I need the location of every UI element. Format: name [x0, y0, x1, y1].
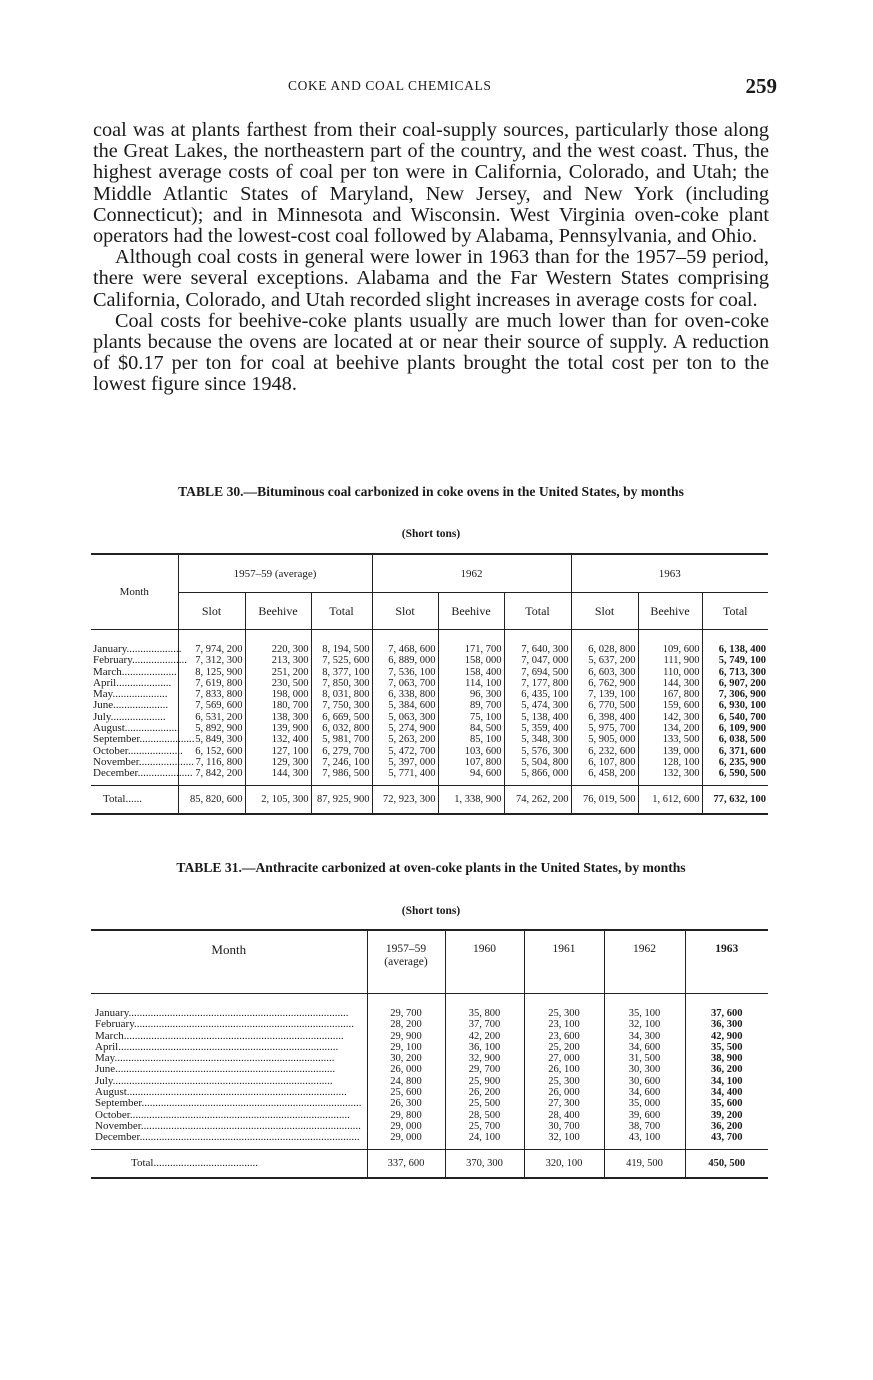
table30-col-header: Slot: [178, 593, 245, 630]
table30-value-cell: 6, 889, 000: [372, 655, 438, 666]
table30-month-cell: August....................: [93, 722, 180, 735]
table31-value-cell: 25, 300: [524, 1076, 604, 1087]
table30-col-header: Slot: [372, 593, 438, 630]
table30-month-cell: December....................: [93, 767, 193, 780]
table31-value-cell: 29, 900: [367, 1031, 445, 1042]
table30-value-cell: 96, 300: [438, 689, 504, 700]
table31-value-cell: 29, 800: [367, 1110, 445, 1121]
table31-col-header: 1960: [445, 930, 524, 994]
table31-value-cell: 42, 900: [685, 1031, 768, 1042]
table30-row: [91, 689, 768, 700]
table30-value-cell: 5, 637, 200: [571, 655, 638, 666]
table30-value-cell: 75, 100: [438, 712, 504, 723]
table31-month-header: Month: [91, 930, 367, 994]
table31-value-cell: 32, 100: [524, 1132, 604, 1149]
table30-value-cell: 171, 700: [438, 630, 504, 656]
table30-value-cell: 132, 300: [638, 768, 702, 785]
table31-value-cell: 27, 300: [524, 1098, 604, 1109]
table30-row: [91, 655, 768, 666]
table30-value-cell: 7, 536, 100: [372, 667, 438, 678]
table31-value-cell: 36, 300: [685, 1019, 768, 1030]
table30-value-cell: 167, 800: [638, 689, 702, 700]
table30-total-cell: 85, 820, 600: [178, 785, 245, 814]
table30-month-cell: July....................: [93, 710, 166, 723]
table31-value-cell: 29, 700: [445, 1064, 524, 1075]
table31-value-cell: 31, 500: [604, 1053, 685, 1064]
table31-total-label: Total......................................: [91, 1149, 367, 1178]
table31-value-cell: 24, 100: [445, 1132, 524, 1149]
table31-month-cell: August................................................................................: [95, 1086, 347, 1099]
table31-month-cell: May................................................................................: [95, 1052, 335, 1065]
table31-value-cell: 35, 600: [685, 1098, 768, 1109]
table31-month-cell: April................................................................................: [95, 1040, 339, 1053]
table30-value-cell: 109, 600: [638, 630, 702, 656]
table31-value-cell: 43, 100: [604, 1132, 685, 1149]
table30-value-cell: 7, 246, 100: [311, 757, 372, 768]
table31-value-cell: 42, 200: [445, 1031, 524, 1042]
table31-value-cell: 32, 900: [445, 1053, 524, 1064]
table30-value-cell: 220, 300: [245, 630, 311, 656]
table30-value-cell: 142, 300: [638, 712, 702, 723]
table31-month-cell: February................................................................................: [95, 1018, 354, 1031]
table31-value-cell: 26, 100: [524, 1064, 604, 1075]
table31-value-cell: 25, 500: [445, 1098, 524, 1109]
table31-value-cell: 35, 500: [685, 1042, 768, 1053]
table31-value-cell: 39, 200: [685, 1110, 768, 1121]
table30-row: [91, 768, 768, 785]
table31-value-cell: 27, 000: [524, 1053, 604, 1064]
table30-value-cell: 6, 109, 900: [702, 723, 768, 734]
table30-col-header: Beehive: [245, 593, 311, 630]
table31-value-cell: 34, 600: [604, 1042, 685, 1053]
table31-value-cell: 24, 800: [367, 1076, 445, 1087]
table31-row: [91, 1132, 768, 1149]
table30-value-cell: 7, 047, 000: [504, 655, 571, 666]
table30-value-cell: 7, 569, 600: [178, 700, 245, 711]
table31-col-header: 1957–59 (average): [367, 930, 445, 994]
table31-value-cell: 26, 000: [367, 1064, 445, 1075]
table-31: [91, 929, 768, 1179]
table30-total-cell: 72, 923, 300: [372, 785, 438, 814]
table30-value-cell: 6, 669, 500: [311, 712, 372, 723]
table30-value-cell: 6, 603, 300: [571, 667, 638, 678]
table30-value-cell: 213, 300: [245, 655, 311, 666]
table30-value-cell: 5, 975, 700: [571, 723, 638, 734]
table30-value-cell: 144, 300: [245, 768, 311, 785]
table30-month-cell: March....................: [93, 665, 177, 678]
table30-value-cell: 7, 063, 700: [372, 678, 438, 689]
table31-total-cell: 370, 300: [445, 1149, 524, 1178]
table31-month-cell: September................................................................................: [95, 1097, 362, 1110]
table30-value-cell: 7, 694, 500: [504, 667, 571, 678]
table30-row: [91, 700, 768, 711]
table30-value-cell: 5, 472, 700: [372, 746, 438, 757]
table30-value-cell: 103, 600: [438, 746, 504, 757]
table30-value-cell: 7, 468, 600: [372, 630, 438, 656]
table30-value-cell: 7, 306, 900: [702, 689, 768, 700]
table30-value-cell: 7, 177, 800: [504, 678, 571, 689]
table30-value-cell: 7, 312, 300: [178, 655, 245, 666]
table30-value-cell: 5, 138, 400: [504, 712, 571, 723]
table31-col-header: 1963: [685, 930, 768, 994]
table30-total-cell: 1, 612, 600: [638, 785, 702, 814]
table30-value-cell: 110, 000: [638, 667, 702, 678]
table31-value-cell: 34, 100: [685, 1076, 768, 1087]
paragraph-2: Although coal costs in general were lower in 1963 than for the 1957–59 period, there were several exceptions. Alabama and the Far Western States comprising California, Colorado, and Utah recorded slight increases in average costs for coal.: [93, 246, 769, 311]
table30-col-header: Beehive: [638, 593, 702, 630]
paragraph-3: Coal costs for beehive-coke plants usually are much lower than for oven-coke plants because the ovens are located at or near their source of supply. A reduction of $0.17 per ton for coal at beehive plants brought the total cost per ton to the lowest figure since 1948.: [93, 309, 769, 396]
table31-value-cell: 38, 700: [604, 1121, 685, 1132]
table30-value-cell: 8, 377, 100: [311, 667, 372, 678]
table31-value-cell: 29, 700: [367, 994, 445, 1020]
table30-value-cell: 7, 833, 800: [178, 689, 245, 700]
table30-value-cell: 8, 194, 500: [311, 630, 372, 656]
table30-value-cell: 8, 031, 800: [311, 689, 372, 700]
table30-value-cell: 6, 458, 200: [571, 768, 638, 785]
table30-value-cell: 7, 525, 600: [311, 655, 372, 666]
table31-header: [91, 930, 768, 994]
table30-month-cell: October....................: [93, 744, 183, 757]
table31-value-cell: 28, 200: [367, 1019, 445, 1030]
table30-value-cell: 6, 930, 100: [702, 700, 768, 711]
table31-value-cell: 25, 300: [524, 994, 604, 1020]
table30-value-cell: 5, 905, 000: [571, 734, 638, 745]
table30-row: [91, 667, 768, 678]
table30-value-cell: 6, 152, 600: [178, 746, 245, 757]
table30-value-cell: 6, 907, 200: [702, 678, 768, 689]
table30-value-cell: 6, 398, 400: [571, 712, 638, 723]
table31-month-cell: March................................................................................: [95, 1029, 344, 1042]
table30-total-cell: 76, 019, 500: [571, 785, 638, 814]
table30-row: [91, 734, 768, 745]
table30-value-cell: 159, 600: [638, 700, 702, 711]
table31-value-cell: 38, 900: [685, 1053, 768, 1064]
table30-group-header: 1962: [372, 554, 571, 593]
table30-value-cell: 85, 100: [438, 734, 504, 745]
paragraph-1: coal was at plants farthest from their coal-supply sources, particularly those along the Great Lakes, the northeastern part of the country, and the west coast. Thus, the highest average costs of coal per ton were in California, Colorado, and Utah; the Middle Atlantic States of Maryland, New Jersey, and New York (including Connecticut); and in Minnesota and Wisconsin. West Virginia oven-coke plant operators had the lowest-cost coal followed by Alabama, Pennsylvania, and Ohio.: [93, 119, 769, 248]
table31-value-cell: 35, 800: [445, 994, 524, 1020]
table30-total-cell: 77, 632, 100: [702, 785, 768, 814]
table30-title: TABLE 30.—Bituminous coal carbonized in coke ovens in the United States, by months: [178, 484, 684, 499]
table31-value-cell: 25, 600: [367, 1087, 445, 1098]
table31-value-cell: 30, 200: [367, 1053, 445, 1064]
table31-value-cell: 36, 100: [445, 1042, 524, 1053]
table30-value-cell: 7, 986, 500: [311, 768, 372, 785]
table30-header: [91, 554, 768, 630]
table30-value-cell: 198, 000: [245, 689, 311, 700]
table31-total-cell: 337, 600: [367, 1149, 445, 1178]
table30-total-cell: 2, 105, 300: [245, 785, 311, 814]
table31-value-cell: 37, 700: [445, 1019, 524, 1030]
table30-month-cell: November....................: [93, 755, 194, 768]
table30-value-cell: 94, 600: [438, 768, 504, 785]
table30-value-cell: 139, 900: [245, 723, 311, 734]
table31-col-header: 1962: [604, 930, 685, 994]
table30-value-cell: 144, 300: [638, 678, 702, 689]
table31-value-cell: 36, 200: [685, 1121, 768, 1132]
table30-value-cell: 158, 400: [438, 667, 504, 678]
table30-value-cell: 7, 842, 200: [178, 768, 245, 785]
table30-value-cell: 5, 849, 300: [178, 734, 245, 745]
table30-units: (Short tons): [401, 528, 461, 540]
table31-col-header: 1961: [524, 930, 604, 994]
table30-col-header: Total: [702, 593, 768, 630]
table30-value-cell: 7, 974, 200: [178, 630, 245, 656]
table30-value-cell: 128, 100: [638, 757, 702, 768]
table31-value-cell: 30, 600: [604, 1076, 685, 1087]
table31-value-cell: 32, 100: [604, 1019, 685, 1030]
table30-value-cell: 111, 900: [638, 655, 702, 666]
table30-value-cell: 158, 000: [438, 655, 504, 666]
table31-value-cell: 25, 200: [524, 1042, 604, 1053]
table31-value-cell: 23, 100: [524, 1019, 604, 1030]
table30-value-cell: 6, 540, 700: [702, 712, 768, 723]
table31-value-cell: 34, 300: [604, 1031, 685, 1042]
table31-value-cell: 37, 600: [685, 994, 768, 1020]
table30-month-cell: June....................: [93, 699, 169, 712]
table30-value-cell: 114, 100: [438, 678, 504, 689]
table30-value-cell: 5, 866, 000: [504, 768, 571, 785]
table30-value-cell: 251, 200: [245, 667, 311, 678]
table30-value-cell: 5, 771, 400: [372, 768, 438, 785]
table30-row: [91, 678, 768, 689]
table31-total-cell: 320, 100: [524, 1149, 604, 1178]
table31-value-cell: 29, 000: [367, 1132, 445, 1149]
table30-value-cell: 5, 474, 300: [504, 700, 571, 711]
table30-value-cell: 180, 700: [245, 700, 311, 711]
table30-value-cell: 6, 107, 800: [571, 757, 638, 768]
table30-total-cell: 1, 338, 900: [438, 785, 504, 814]
table30-value-cell: 89, 700: [438, 700, 504, 711]
table30-value-cell: 6, 590, 500: [702, 768, 768, 785]
table30-value-cell: 7, 640, 300: [504, 630, 571, 656]
table30-value-cell: 5, 359, 400: [504, 723, 571, 734]
table31-value-cell: 35, 000: [604, 1098, 685, 1109]
table30-value-cell: 5, 981, 700: [311, 734, 372, 745]
table30-value-cell: 6, 038, 500: [702, 734, 768, 745]
table30-month-header: Month: [91, 554, 178, 630]
table31-value-cell: 34, 400: [685, 1087, 768, 1098]
table30-value-cell: 139, 000: [638, 746, 702, 757]
table30-value-cell: 230, 500: [245, 678, 311, 689]
table30-value-cell: 8, 125, 900: [178, 667, 245, 678]
table31-value-cell: 26, 000: [524, 1087, 604, 1098]
table30-value-cell: 6, 138, 400: [702, 630, 768, 656]
page-number: 259: [745, 74, 777, 98]
table31-value-cell: 25, 700: [445, 1121, 524, 1132]
table31-value-cell: 26, 300: [367, 1098, 445, 1109]
table30-group-header: 1963: [571, 554, 768, 593]
table31-month-cell: December................................................................................: [95, 1131, 360, 1144]
table30-value-cell: 6, 371, 600: [702, 746, 768, 757]
table31-title: TABLE 31.—Anthracite carbonized at oven-coke plants in the United States, by months: [176, 860, 686, 875]
table30-row: [91, 630, 768, 656]
table30-row: [91, 712, 768, 723]
table31-value-cell: 43, 700: [685, 1132, 768, 1149]
table31-value-cell: 29, 100: [367, 1042, 445, 1053]
table30-value-cell: 6, 770, 500: [571, 700, 638, 711]
running-head: [93, 74, 777, 98]
table31-value-cell: 29, 000: [367, 1121, 445, 1132]
body-text: [93, 120, 769, 396]
running-title: COKE AND COAL CHEMICALS: [288, 78, 492, 93]
table30-value-cell: 5, 504, 800: [504, 757, 571, 768]
table31-value-cell: 34, 600: [604, 1087, 685, 1098]
table30-value-cell: 84, 500: [438, 723, 504, 734]
table31-value-cell: 23, 600: [524, 1031, 604, 1042]
table30-value-cell: 6, 531, 200: [178, 712, 245, 723]
table30-value-cell: 7, 850, 300: [311, 678, 372, 689]
table31-month-cell: June................................................................................: [95, 1063, 336, 1076]
table31-month-cell: July................................................................................: [95, 1074, 333, 1087]
table30-month-cell: January....................: [93, 643, 182, 655]
table30-value-cell: 6, 028, 800: [571, 630, 638, 656]
table30-month-cell: February....................: [93, 654, 187, 667]
table30-col-header: Total: [504, 593, 571, 630]
table30-value-cell: 7, 139, 100: [571, 689, 638, 700]
table30-value-cell: 134, 200: [638, 723, 702, 734]
table30-value-cell: 5, 263, 200: [372, 734, 438, 745]
table30-total-cell: 74, 262, 200: [504, 785, 571, 814]
table31-month-cell: January................................................................................: [95, 1007, 349, 1019]
table31-value-cell: 28, 500: [445, 1110, 524, 1121]
table30-value-cell: 6, 713, 300: [702, 667, 768, 678]
table31-total-cell: 419, 500: [604, 1149, 685, 1178]
table31-total-row: [91, 1149, 768, 1178]
table30-col-header: Slot: [571, 593, 638, 630]
table30-value-cell: 133, 500: [638, 734, 702, 745]
table31-value-cell: 30, 700: [524, 1121, 604, 1132]
table30-value-cell: 6, 338, 800: [372, 689, 438, 700]
table30-value-cell: 6, 032, 800: [311, 723, 372, 734]
table30-value-cell: 5, 384, 600: [372, 700, 438, 711]
table31-month-cell: October................................................................................: [95, 1108, 350, 1121]
table30-value-cell: 6, 435, 100: [504, 689, 571, 700]
table31-value-cell: 30, 300: [604, 1064, 685, 1075]
table31-value-cell: 39, 600: [604, 1110, 685, 1121]
table30-value-cell: 5, 749, 100: [702, 655, 768, 666]
table30-body: [91, 630, 768, 786]
table31-body: [91, 994, 768, 1150]
table30-value-cell: 5, 063, 300: [372, 712, 438, 723]
table30-value-cell: 5, 576, 300: [504, 746, 571, 757]
table31-units: (Short tons): [401, 905, 461, 917]
table31-value-cell: 36, 200: [685, 1064, 768, 1075]
table30-value-cell: 7, 750, 300: [311, 700, 372, 711]
table30-value-cell: 138, 300: [245, 712, 311, 723]
table30-value-cell: 7, 619, 800: [178, 678, 245, 689]
table-30: [91, 553, 768, 815]
table30-total-label: Total......: [91, 785, 178, 814]
table30-value-cell: 6, 232, 600: [571, 746, 638, 757]
table31-value-cell: 28, 400: [524, 1110, 604, 1121]
table31-value-cell: 25, 900: [445, 1076, 524, 1087]
table31-total-cell: 450, 500: [685, 1149, 768, 1178]
table30-value-cell: 5, 348, 300: [504, 734, 571, 745]
table30-col-header: Beehive: [438, 593, 504, 630]
table30-value-cell: 7, 116, 800: [178, 757, 245, 768]
table30-value-cell: 5, 397, 000: [372, 757, 438, 768]
table30-total-row: [91, 785, 768, 814]
table30-month-cell: April....................: [93, 676, 172, 689]
table30-col-header: Total: [311, 593, 372, 630]
table30-value-cell: 132, 400: [245, 734, 311, 745]
table31-value-cell: 26, 200: [445, 1087, 524, 1098]
table31-row: [91, 994, 768, 1020]
table30-value-cell: 5, 274, 900: [372, 723, 438, 734]
table30-value-cell: 5, 892, 900: [178, 723, 245, 734]
table30-value-cell: 129, 300: [245, 757, 311, 768]
table30-month-cell: May....................: [93, 688, 168, 701]
table31-value-cell: 35, 100: [604, 994, 685, 1020]
table30-value-cell: 127, 100: [245, 746, 311, 757]
table30-value-cell: 107, 800: [438, 757, 504, 768]
table30-value-cell: 6, 279, 700: [311, 746, 372, 757]
table30-month-cell: September....................: [93, 733, 195, 746]
table30-group-header: 1957–59 (average): [178, 554, 372, 593]
table30-value-cell: 6, 235, 900: [702, 757, 768, 768]
table31-month-cell: November................................................................................: [95, 1119, 361, 1132]
table30-value-cell: 6, 762, 900: [571, 678, 638, 689]
table30-total-cell: 87, 925, 900: [311, 785, 372, 814]
